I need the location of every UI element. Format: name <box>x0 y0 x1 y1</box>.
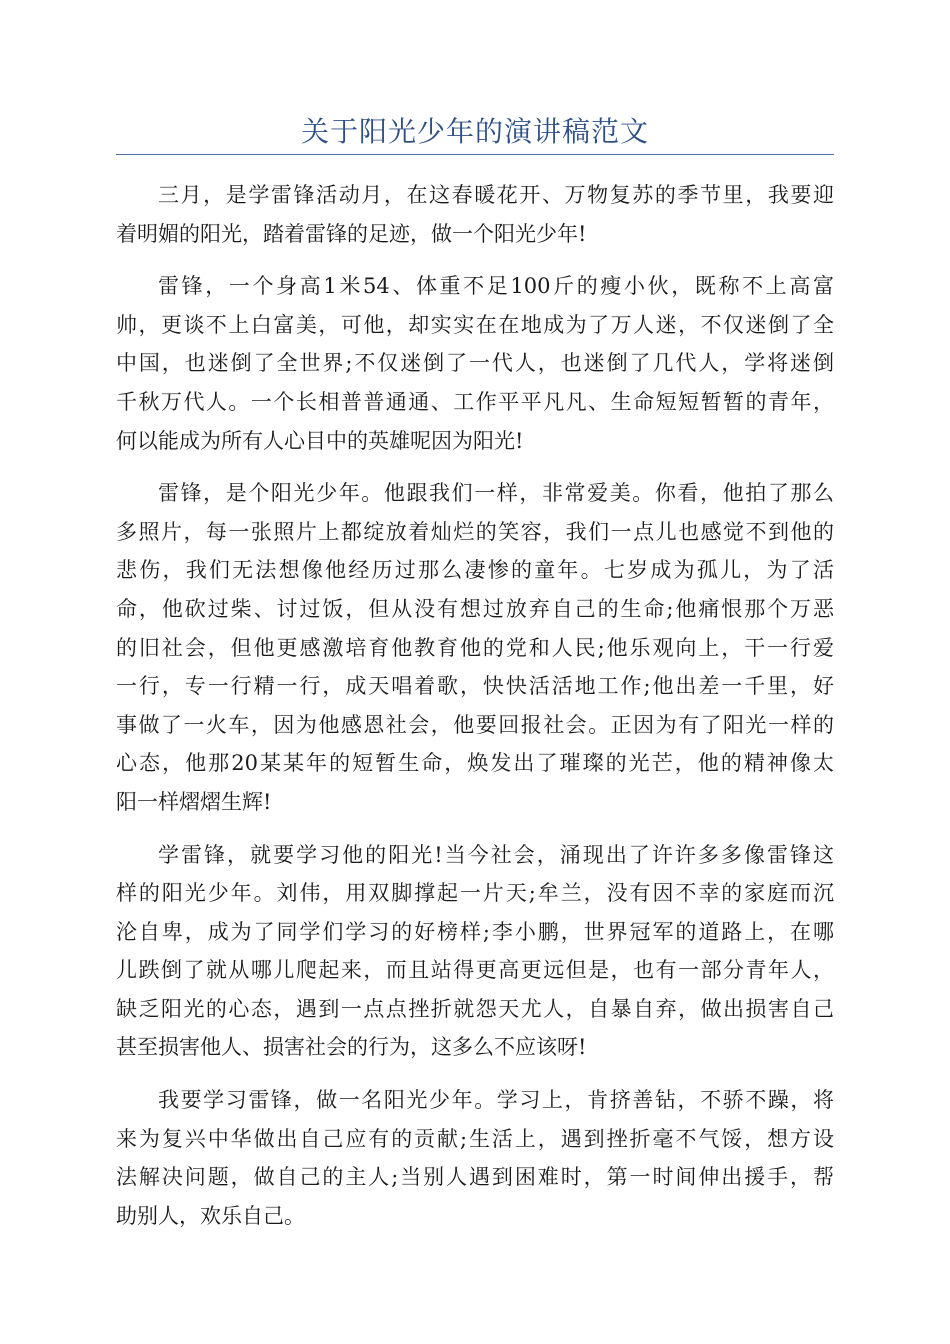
text-line: 儿跌倒了就从哪儿爬起来，而且站得更高更远但是，也有一部分青年人， <box>116 958 834 983</box>
document-title: 关于阳光少年的演讲稿范文 <box>300 115 649 148</box>
text-line: 心态，他那20某某年的短暂生命，焕发出了璀璨的光芒，他的精神像太 <box>116 751 834 776</box>
text-line: 何以能成为所有人心目中的英雄呢因为阳光! <box>116 428 524 453</box>
text-line: 雷锋，一个身高1米54、体重不足100斤的瘦小伙，既称不上高富 <box>158 274 834 299</box>
paragraph <box>116 1081 834 1235</box>
text-line: 样的阳光少年。刘伟，用双脚撑起一片天;牟兰，没有因不幸的家庭而沉 <box>116 881 834 906</box>
text-line: 甚至损害他人、损害社会的行为，这多么不应该呀! <box>116 1035 587 1060</box>
text-line: 缺乏阳光的心态，遇到一点点挫折就怨天尤人，自暴自弃，做出损害自己 <box>116 996 834 1021</box>
text-line: 的旧社会，但他更感激培育他教育他的党和人民;他乐观向上，干一行爱 <box>116 635 834 660</box>
text-line: 一行，专一行精一行，成天唱着歌，快快活活地工作;他出差一千里，好 <box>116 674 834 699</box>
paragraph <box>116 836 834 1068</box>
text-line: 千秋万代人。一个长相普普通通、工作平平凡凡、生命短短暂暂的青年， <box>116 389 834 414</box>
text-line: 助别人，欢乐自己。 <box>116 1203 305 1228</box>
text-line: 雷锋，是个阳光少年。他跟我们一样，非常爱美。你看，他拍了那么 <box>158 481 834 506</box>
paragraph <box>116 474 834 821</box>
text-line: 我要学习雷锋，做一名阳光少年。学习上，肯挤善钻，不骄不躁，将 <box>158 1088 834 1113</box>
text-line: 事做了一火车，因为他感恩社会，他要回报社会。正因为有了阳光一样的 <box>116 712 834 737</box>
paragraph <box>116 176 834 253</box>
document-body <box>116 176 834 1249</box>
text-line: 悲伤，我们无法想像他经历过那么凄惨的童年。七岁成为孤儿，为了活 <box>116 558 834 583</box>
text-line: 来为复兴中华做出自己应有的贡献;生活上，遇到挫折毫不气馁，想方设 <box>116 1126 834 1151</box>
text-line: 帅，更谈不上白富美，可他，却实实在在地成为了万人迷，不仅迷倒了全 <box>116 312 834 337</box>
text-line: 法解决问题，做自己的主人;当别人遇到困难时，第一时间伸出援手，帮 <box>116 1165 834 1190</box>
paragraph <box>116 267 834 460</box>
text-line: 阳一样熠熠生辉! <box>116 789 272 814</box>
text-line: 沦自卑，成为了同学们学习的好榜样;李小鹏，世界冠军的道路上，在哪 <box>116 919 834 944</box>
text-line: 多照片，每一张照片上都绽放着灿烂的笑容，我们一点儿也感觉不到他的 <box>116 519 834 544</box>
text-line: 命，他砍过柴、讨过饭，但从没有想过放弃自己的生命;他痛恨那个万恶 <box>116 596 834 621</box>
text-line: 学雷锋，就要学习他的阳光!当今社会，涌现出了许许多多像雷锋这 <box>158 842 834 867</box>
text-line: 三月，是学雷锋活动月，在这春暖花开、万物复苏的季节里，我要迎 <box>158 183 834 207</box>
text-line: 着明媚的阳光，踏着雷锋的足迹，做一个阳光少年! <box>116 221 587 246</box>
title-underline <box>116 154 834 155</box>
text-line: 中国，也迷倒了全世界;不仅迷倒了一代人，也迷倒了几代人，学将迷倒 <box>116 351 834 376</box>
